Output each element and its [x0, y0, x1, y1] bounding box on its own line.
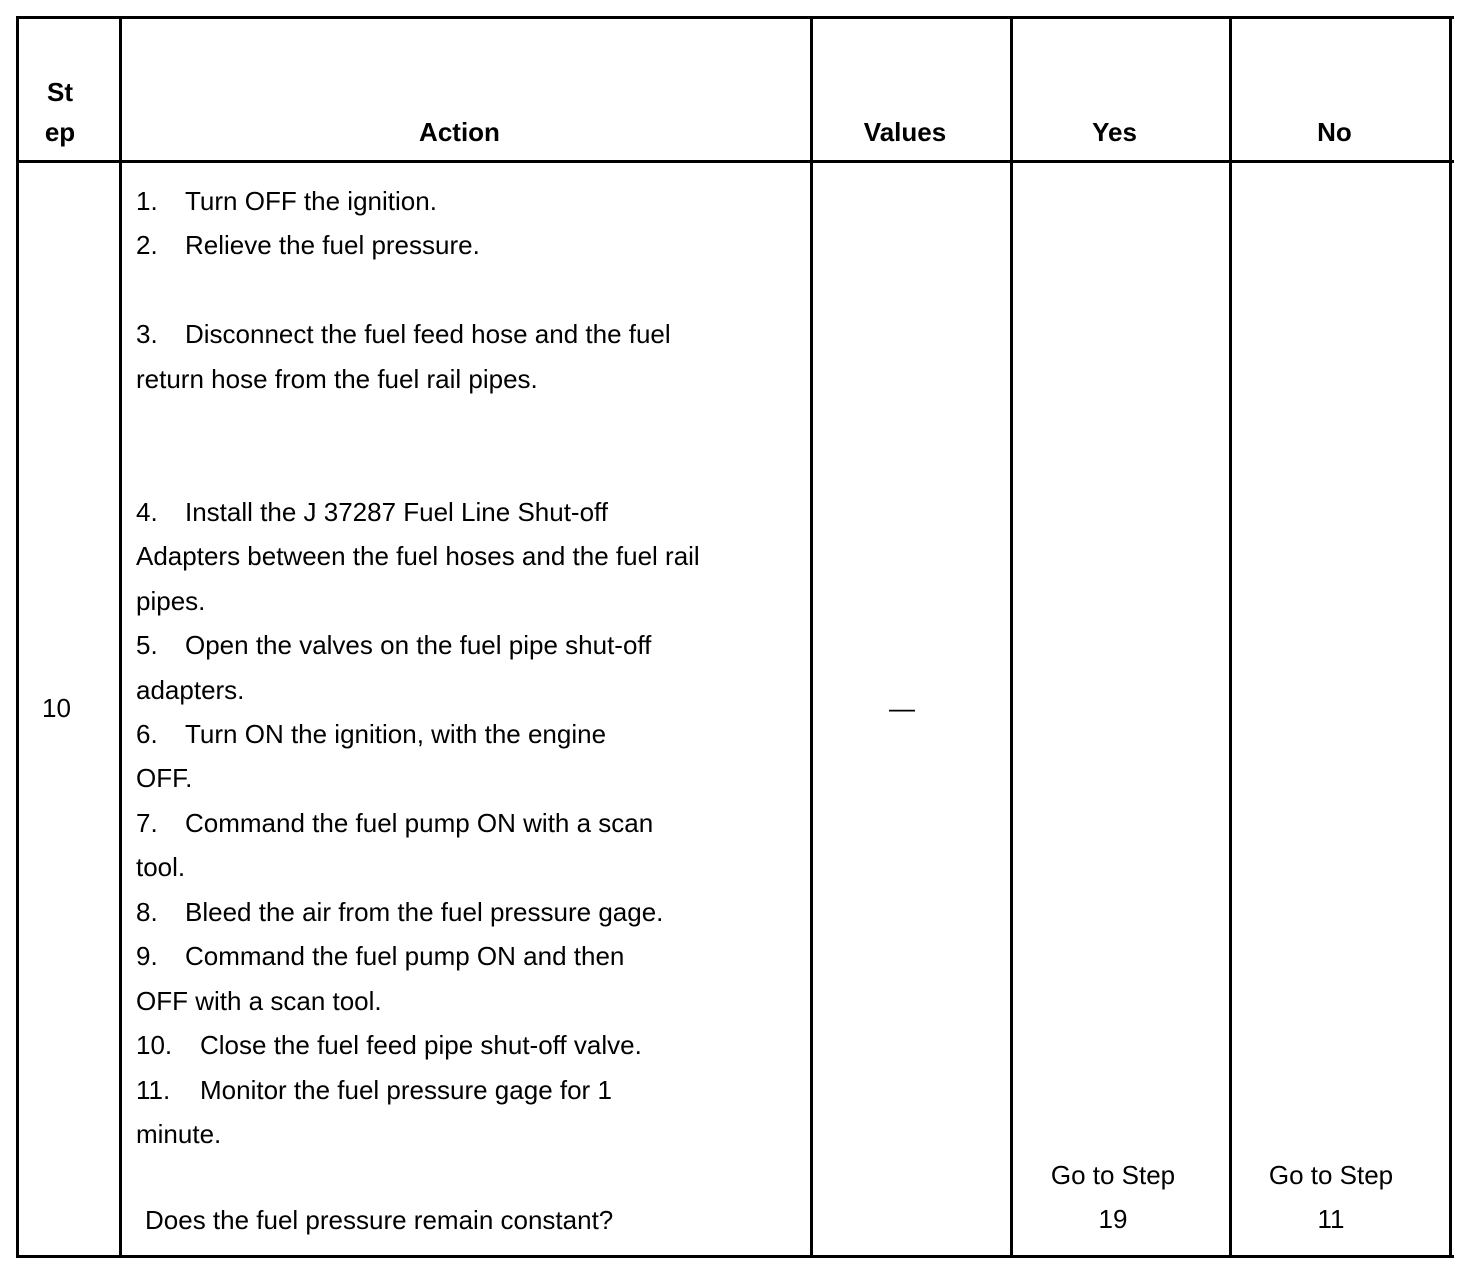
action-step-text: Monitor the fuel pressure gage for 1 — [200, 1075, 612, 1105]
header-step-line2: ep — [44, 117, 76, 147]
yes-goto-line2: 19 — [1098, 1204, 1128, 1234]
action-step-text: Adapters between the fuel hoses and the fuel rail — [136, 541, 700, 571]
yes-no-divider — [1229, 16, 1232, 1258]
action-step-number: 10. — [136, 1030, 173, 1060]
action-line — [136, 763, 192, 793]
header-step-line1: St — [47, 77, 73, 107]
action-step-text: Close the fuel feed pipe shut-off valve. — [200, 1030, 642, 1060]
action-line — [136, 497, 608, 527]
header-action: Action — [419, 117, 500, 147]
action-step-text: Command the fuel pump ON and then — [185, 941, 625, 971]
step-number: 10 — [42, 693, 71, 723]
values-yes-divider — [1010, 16, 1013, 1258]
yes-goto — [1013, 1153, 1213, 1241]
header-step — [20, 72, 100, 152]
action-step-text: Open the valves on the fuel pipe shut-off — [185, 630, 652, 660]
action-step-text: tool. — [136, 852, 186, 882]
action-step-text: return hose from the fuel rail pipes. — [136, 364, 538, 394]
action-line — [136, 719, 606, 749]
action-step-text: Command the fuel pump ON with a scan — [185, 808, 654, 838]
action-line — [136, 230, 480, 260]
action-step-number: 11. — [136, 1075, 171, 1105]
header-no: No — [1317, 117, 1352, 147]
action-step-text: Turn ON the ignition, with the engine — [185, 719, 607, 749]
action-line — [136, 852, 185, 882]
action-step-text: minute. — [136, 1119, 222, 1149]
action-line — [136, 897, 663, 927]
action-step-number: 5. — [136, 630, 158, 660]
action-step-number: 2. — [136, 230, 158, 260]
action-line — [136, 586, 205, 616]
action-line — [136, 1119, 221, 1149]
action-line — [136, 1030, 642, 1060]
no-goto — [1232, 1153, 1430, 1241]
action-step-text: Disconnect the fuel feed hose and the fuel — [185, 319, 671, 349]
action-line — [136, 675, 244, 705]
action-step-text: OFF with a scan tool. — [136, 986, 382, 1016]
action-step-text: Install the J 37287 Fuel Line Shut-off — [185, 497, 609, 527]
no-goto-line1: Go to Step — [1268, 1160, 1394, 1190]
action-line — [136, 986, 382, 1016]
action-step-number: 6. — [136, 719, 158, 749]
action-step-text: OFF. — [136, 763, 193, 793]
table-left-border — [16, 16, 19, 1258]
header-values: Values — [863, 117, 947, 147]
action-step-number: 8. — [136, 897, 158, 927]
action-question: Does the fuel pressure remain constant? — [145, 1205, 614, 1235]
action-step-number: 4. — [136, 497, 158, 527]
step-action-divider — [119, 16, 122, 1258]
values-cell: — — [889, 693, 915, 723]
table-top-border — [16, 16, 1454, 19]
action-step-number: 3. — [136, 319, 158, 349]
action-step-number: 9. — [136, 941, 158, 971]
action-line — [136, 630, 651, 660]
action-step-number: 7. — [136, 808, 158, 838]
action-line — [136, 941, 624, 971]
yes-goto-line1: Go to Step — [1050, 1160, 1176, 1190]
action-line — [136, 319, 671, 349]
no-goto-line2: 11 — [1317, 1204, 1345, 1234]
action-step-text: Turn OFF the ignition. — [185, 186, 437, 216]
action-values-divider — [810, 16, 813, 1258]
action-step-number: 1. — [136, 186, 158, 216]
action-line — [136, 186, 437, 216]
action-step-text: adapters. — [136, 675, 245, 705]
action-step-text: Relieve the fuel pressure. — [185, 230, 480, 260]
table-bottom-border — [16, 1255, 1454, 1258]
header-yes: Yes — [1092, 117, 1137, 147]
action-step-text: pipes. — [136, 586, 206, 616]
table-right-border — [1449, 16, 1452, 1258]
action-line — [136, 364, 538, 394]
action-line — [136, 808, 653, 838]
action-line — [136, 541, 700, 571]
action-line — [136, 1075, 612, 1105]
header-bottom-border — [16, 160, 1454, 163]
action-step-text: Bleed the air from the fuel pressure gage. — [185, 897, 664, 927]
